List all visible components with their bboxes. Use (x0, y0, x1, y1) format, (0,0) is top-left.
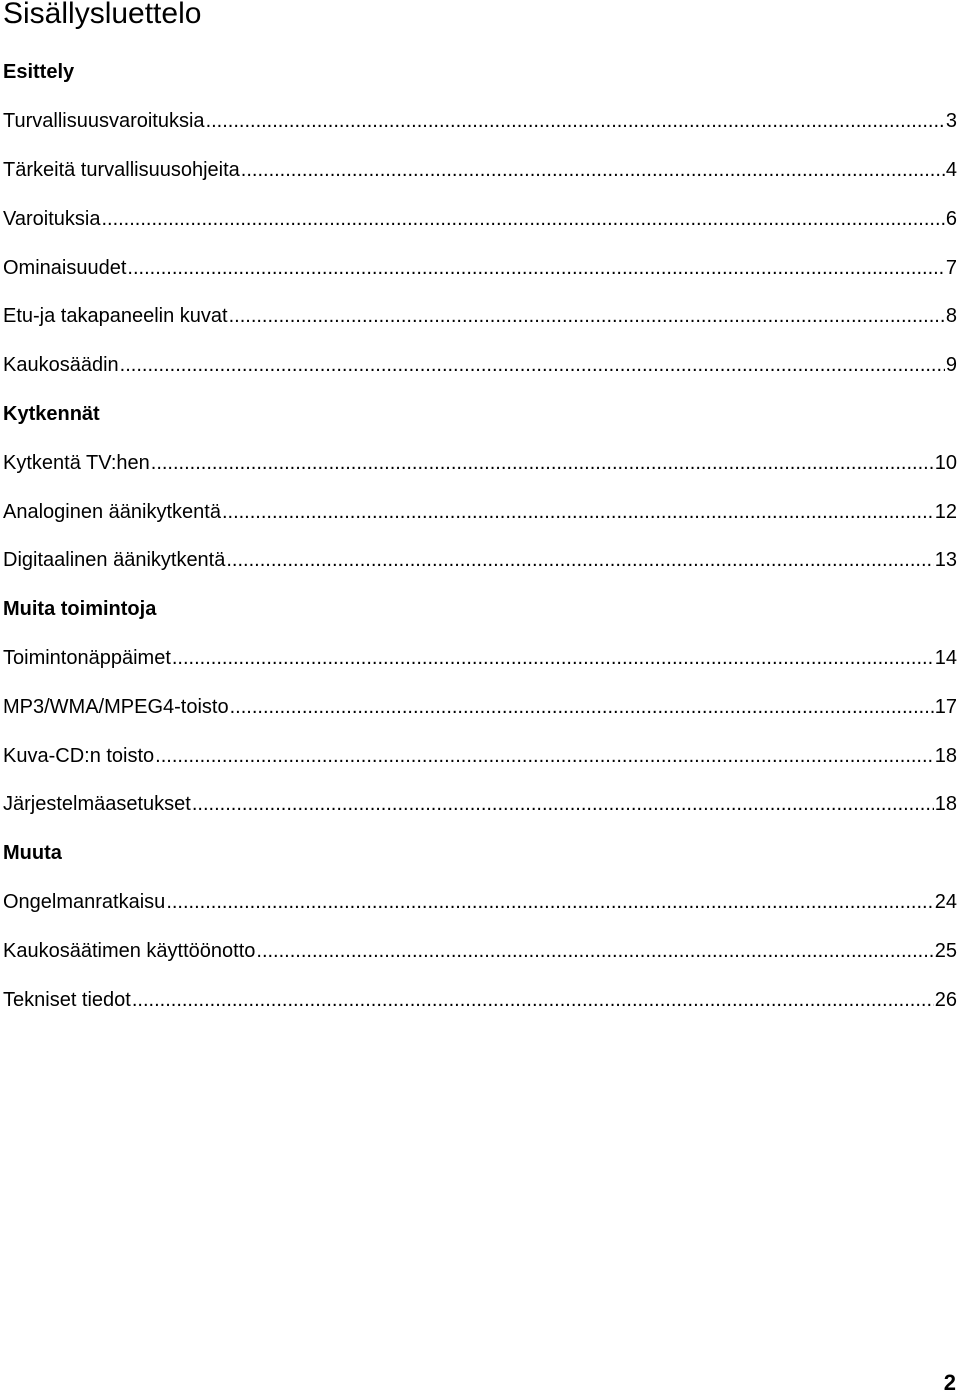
toc-entry-page: 7 (945, 256, 957, 279)
toc-entry[interactable] (3, 487, 957, 536)
toc-dot-leader (155, 744, 934, 768)
toc-dot-leader (192, 792, 934, 816)
toc-entry-page: 17 (934, 695, 957, 718)
toc-entry-page: 10 (934, 451, 957, 474)
toc-entry-title: Ongelmanratkaisu (3, 890, 166, 913)
toc-dot-leader (120, 353, 945, 377)
toc-entry[interactable] (3, 438, 957, 487)
toc-entry-title: MP3/WMA/MPEG4-toisto (3, 695, 229, 718)
toc-entry-title: Tärkeitä turvallisuusohjeita (3, 158, 240, 181)
toc-entry-page: 18 (934, 793, 957, 816)
toc-entry[interactable] (3, 926, 957, 975)
toc-entry-title: Kaukosäätimen käyttöönotto (3, 939, 256, 962)
toc-entry[interactable] (3, 780, 957, 829)
toc-entry-page: 6 (945, 207, 957, 230)
toc-entry[interactable] (3, 292, 957, 341)
toc-entry-title: Ominaisuudet (3, 256, 127, 279)
toc-dot-leader (230, 695, 934, 719)
toc-entry-page: 18 (934, 744, 957, 767)
toc-entry-page: 4 (945, 158, 957, 181)
toc-dot-leader (151, 451, 934, 475)
toc-entry-page: 8 (945, 305, 957, 328)
toc-dot-leader (132, 988, 934, 1012)
toc-dot-leader (222, 500, 934, 524)
toc-entry-title: Turvallisuusvaroituksia (3, 110, 205, 133)
toc-entry-page: 12 (934, 500, 957, 523)
toc-entry-page: 26 (934, 988, 957, 1011)
toc-entry-title: Analoginen äänikytkentä (3, 500, 221, 523)
toc-section-heading: Muita toimintoja (3, 598, 157, 621)
toc-entry[interactable] (3, 634, 957, 683)
toc-dot-leader (172, 646, 934, 670)
toc-entry-title: Kaukosäädin (3, 354, 119, 377)
toc-dot-leader (101, 207, 944, 231)
toc-entry-page: 13 (934, 549, 957, 572)
toc-dot-leader (241, 158, 945, 182)
toc-entry-title: Tekniset tiedot (3, 988, 131, 1011)
toc-dot-leader (127, 256, 944, 280)
toc-entry-page: 9 (945, 354, 957, 377)
toc-entry[interactable] (3, 731, 957, 780)
toc-entry-page: 24 (934, 890, 957, 913)
page-number: 2 (943, 1370, 956, 1395)
toc-entry-title: Etu-ja takapaneelin kuvat (3, 305, 228, 328)
toc-dot-leader (256, 939, 933, 963)
toc-section-heading: Esittely (3, 61, 75, 84)
toc-entry[interactable] (3, 536, 957, 585)
toc-entry-title: Digitaalinen äänikytkentä (3, 549, 226, 572)
toc-entry-page: 25 (934, 939, 957, 962)
toc-entry-title: Varoituksia (3, 207, 101, 230)
toc-entry[interactable] (3, 146, 957, 195)
toc-entry-page: 14 (934, 646, 957, 669)
toc-dot-leader (166, 890, 933, 914)
toc-entry[interactable] (3, 878, 957, 927)
toc-entry[interactable] (3, 97, 957, 146)
toc-entry-title: Toimintonäppäimet (3, 646, 171, 669)
toc-entry-title: Järjestelmäasetukset (3, 793, 191, 816)
toc-section-heading: Kytkennät (3, 402, 100, 425)
toc-entry-title: Kuva-CD:n toisto (3, 744, 155, 767)
toc-entry[interactable] (3, 975, 957, 1024)
page-title: Sisällysluettelo (3, 0, 202, 30)
toc-entry-page: 3 (945, 110, 957, 133)
toc-entry[interactable] (3, 243, 957, 292)
toc-entry[interactable] (3, 194, 957, 243)
toc-entry[interactable] (3, 341, 957, 390)
table-of-contents (3, 48, 957, 1024)
toc-dot-leader (206, 109, 945, 133)
toc-dot-leader (229, 304, 945, 328)
toc-section-heading: Muuta (3, 842, 62, 865)
toc-entry-title: Kytkentä TV:hen (3, 451, 150, 474)
toc-dot-leader (226, 548, 933, 572)
toc-entry[interactable] (3, 682, 957, 731)
